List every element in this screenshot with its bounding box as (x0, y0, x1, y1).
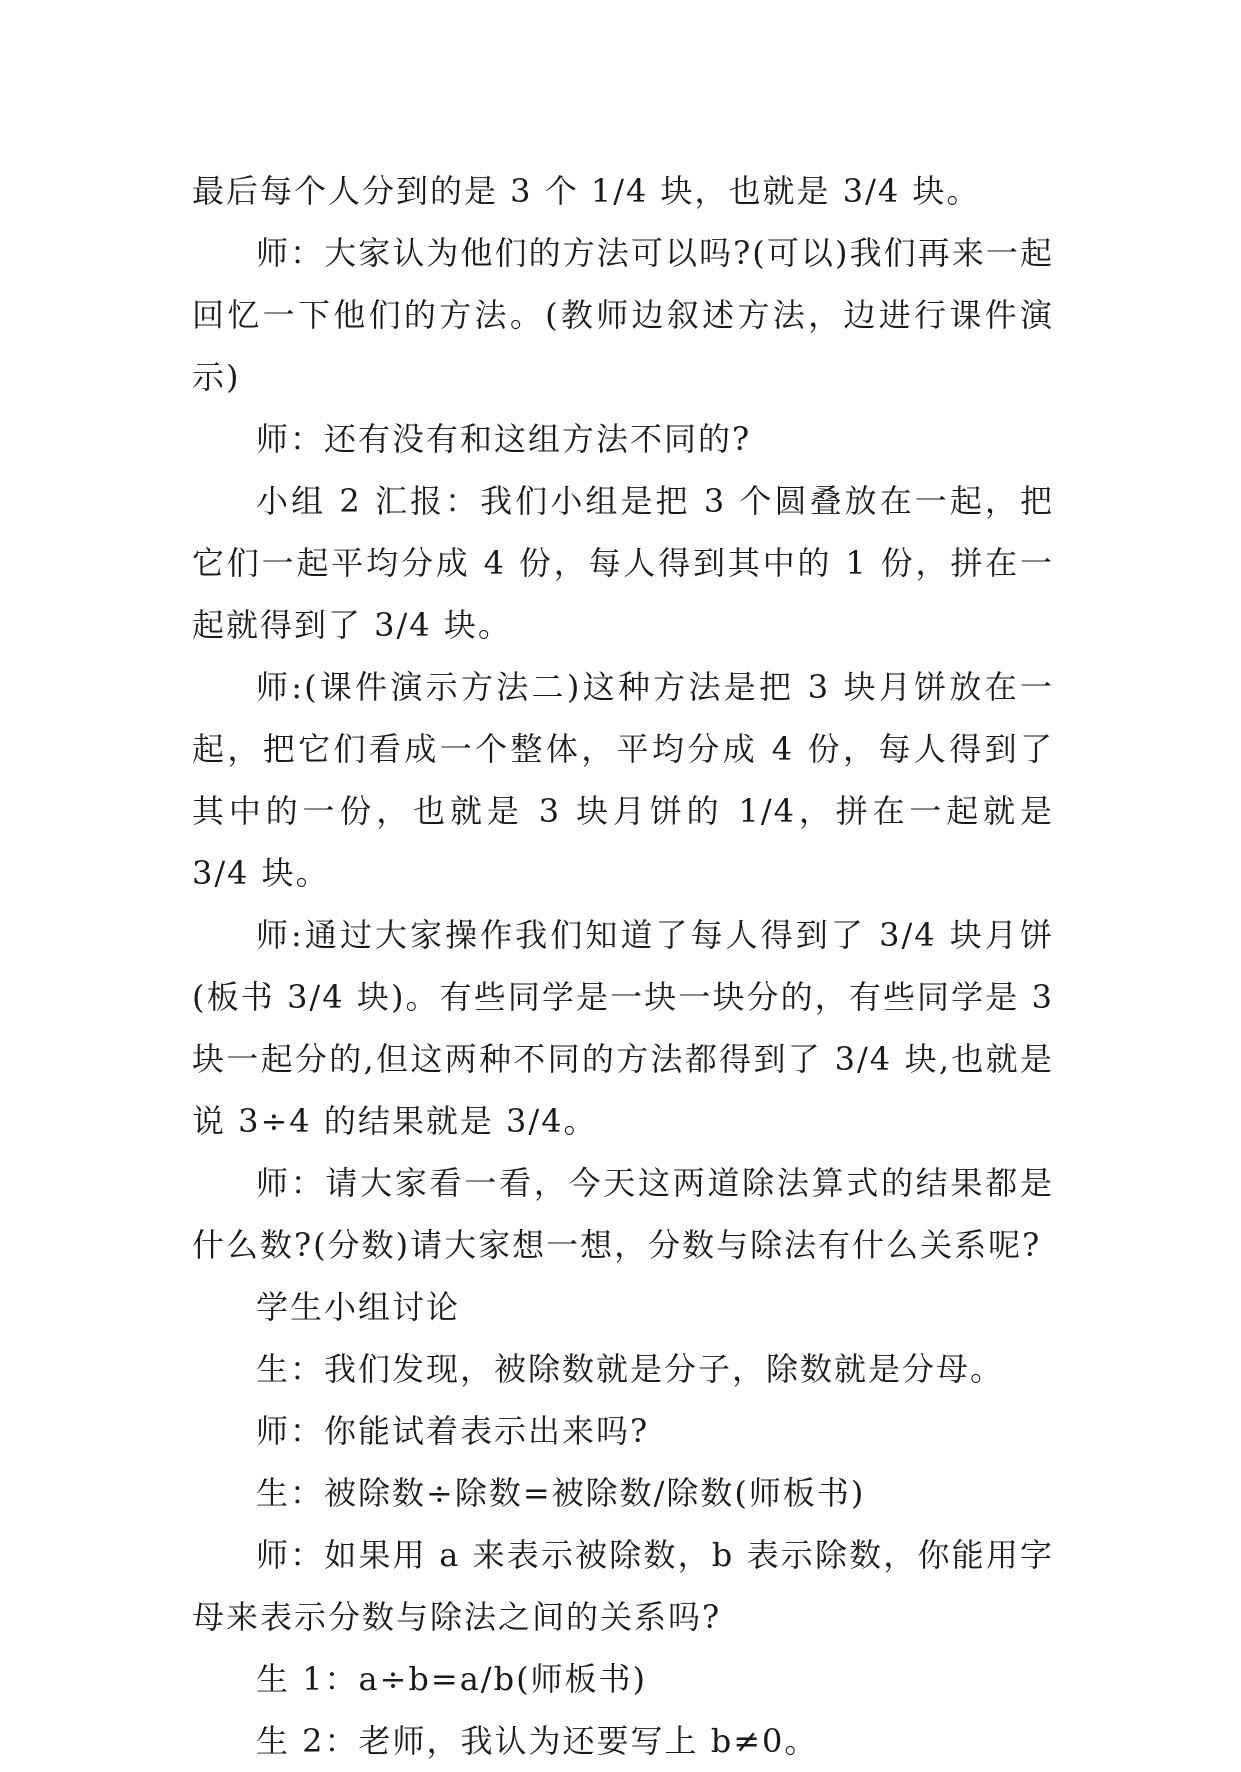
paragraph-teacher-letters: 师：如果用 a 来表示被除数，b 表示除数，你能用字母来表示分数与除法之间的关系吗? (192, 1536, 1054, 1636)
paragraph-student-formula: 生：被除数÷除数=被除数/除数(师板书) (256, 1474, 866, 1512)
paragraph-student2-condition: 生 2：老师，我认为还要写上 b≠0。 (256, 1722, 819, 1760)
paragraph-method-two: 师:(课件演示方法二)这种方法是把 3 块月饼放在一起，把它们看成一个整体，平均分成 4 份，每人得到了其中的一份，也就是 3 块月饼的 1/4，拼在一起就是 3/4 块。 (192, 668, 1054, 892)
paragraph-student1-formula: 生 1：a÷b=a/b(师板书) (256, 1660, 648, 1698)
paragraph-student-finding: 生：我们发现，被除数就是分子，除数就是分母。 (256, 1350, 1005, 1388)
paragraph-teacher-summary: 师:通过大家操作我们知道了每人得到了 3/4 块月饼(板书 3/4 块)。有些同学是一块一块分的，有些同学是 3 块一起分的,但这两种不同的方法都得到了 3/4 块,也就是说 3÷4 的结果就是 3/4。 (192, 916, 1054, 1140)
document-body (192, 160, 1054, 1772)
paragraph-teacher-relation-question: 师：请大家看一看，今天这两道除法算式的结果都是什么数?(分数)请大家想一想，分数与除法有什么关系呢? (192, 1164, 1054, 1264)
paragraph-group2-report: 小组 2 汇报：我们小组是把 3 个圆叠放在一起，把它们一起平均分成 4 份，每人得到其中的 1 份，拼在一起就得到了 3/4 块。 (192, 482, 1054, 644)
paragraph-group-discussion: 学生小组讨论 (256, 1288, 461, 1326)
paragraph-continuation: 最后每个人分到的是 3 个 1/4 块，也就是 3/4 块。 (192, 172, 981, 210)
paragraph-teacher-question: 师：大家认为他们的方法可以吗?(可以)我们再来一起回忆一下他们的方法。(教师边叙述方法，边进行课件演示) (192, 234, 1054, 396)
paragraph-teacher-other-methods: 师：还有没有和这组方法不同的? (256, 420, 752, 458)
paragraph-teacher-express: 师：你能试着表示出来吗? (256, 1412, 650, 1450)
